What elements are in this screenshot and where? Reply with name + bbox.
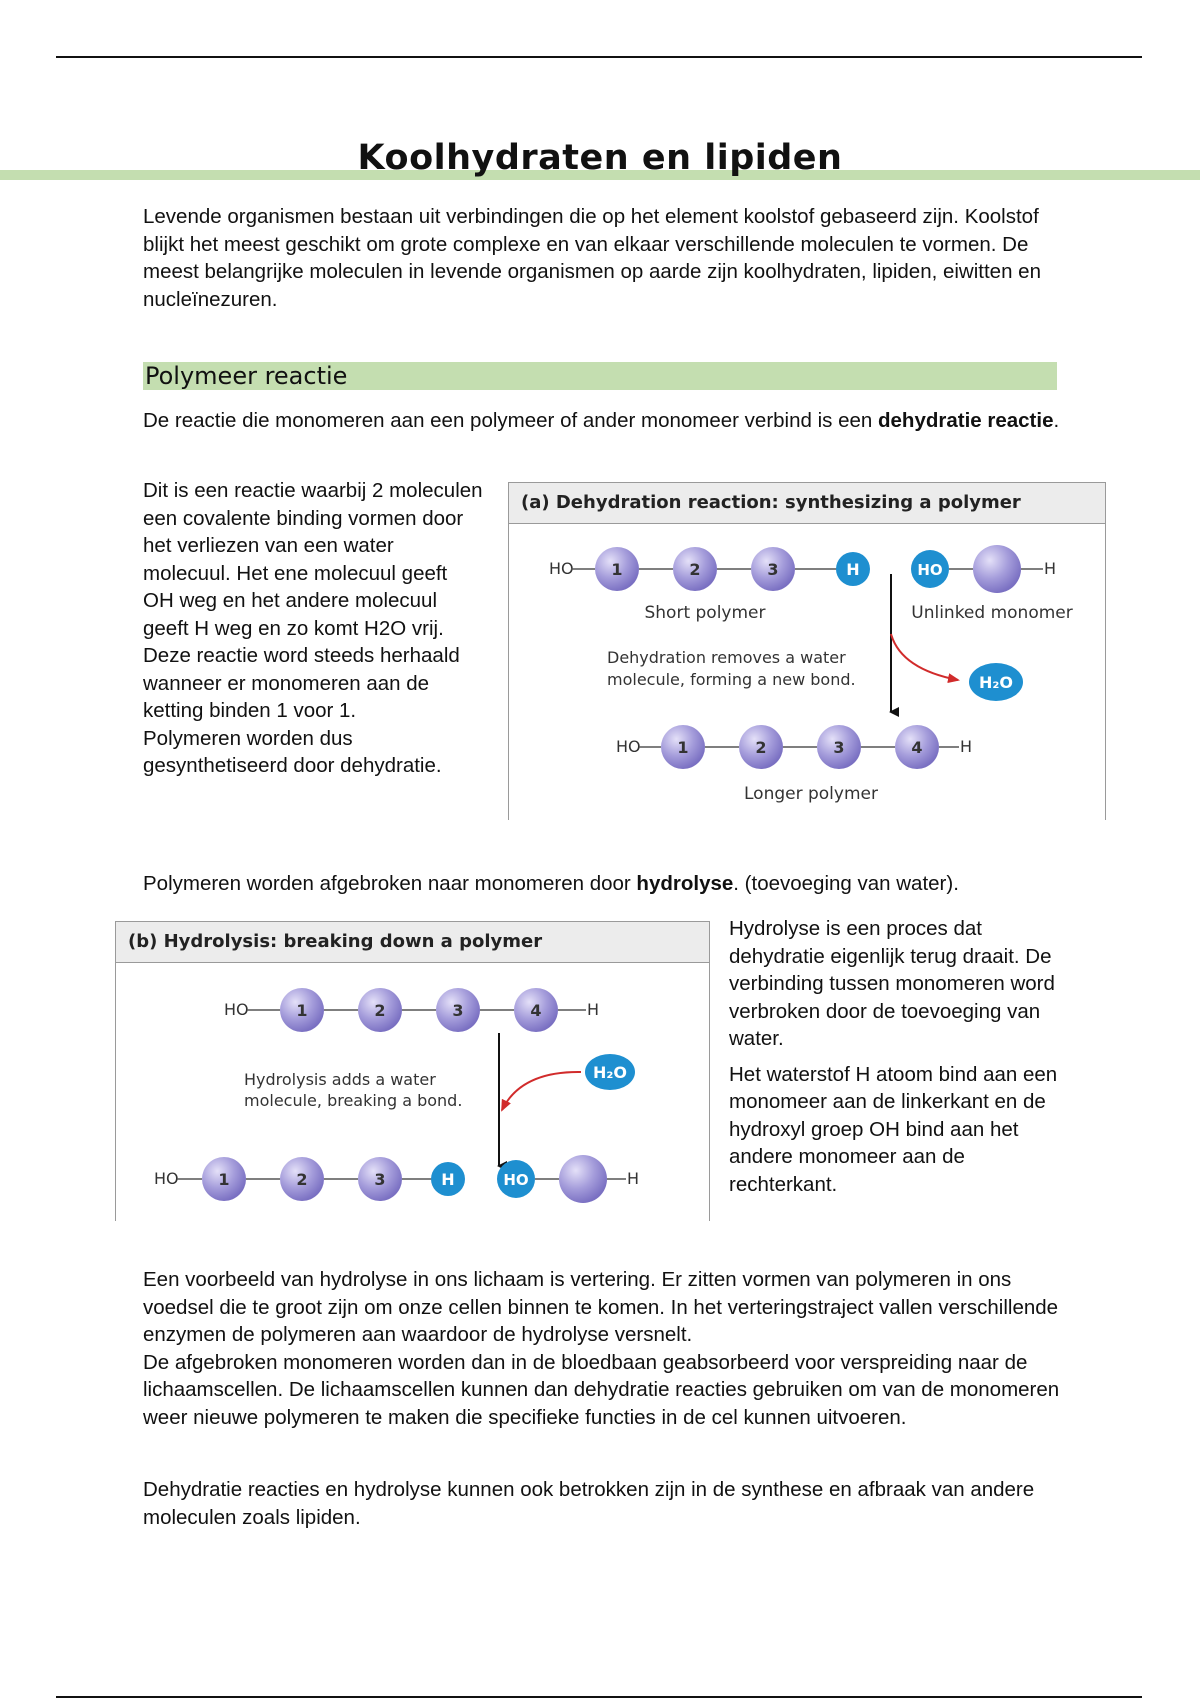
monomer-label: 1 bbox=[611, 560, 623, 579]
monomer-label: 4 bbox=[530, 1001, 542, 1020]
dehydration-sentence-end: . bbox=[1053, 409, 1060, 432]
dehydration-diagram bbox=[509, 524, 1104, 819]
monomer-label: 3 bbox=[833, 738, 845, 757]
hydrolysis-sentence bbox=[143, 870, 1103, 898]
h-label: H bbox=[627, 1169, 640, 1188]
water-release-arrow bbox=[891, 634, 958, 680]
ho-badge-label: HO bbox=[503, 1171, 529, 1189]
hydrolysis-caption-line2: molecule, breaking a bond. bbox=[244, 1091, 463, 1110]
longer-polymer-label: Longer polymer bbox=[744, 784, 878, 804]
hydrolysis-sentence-end: . (toevoeging van water). bbox=[733, 872, 959, 895]
dehydration-sentence-text: De reactie die monomeren aan een polymeer of ander monomeer verbind is een bbox=[143, 409, 878, 432]
dehydration-figure-header: (a) Dehydration reaction: synthesizing a polymer bbox=[509, 483, 1105, 524]
unlinked-monomer bbox=[973, 545, 1021, 593]
ho-label: HO bbox=[616, 737, 641, 756]
section-heading: Polymeer reactie bbox=[143, 362, 1057, 390]
h-badge-label: H bbox=[441, 1170, 455, 1189]
monomer-label: 3 bbox=[452, 1001, 464, 1020]
monomer-label: 2 bbox=[296, 1170, 308, 1189]
intro-paragraph: Levende organismen bestaan uit verbindingen die op het element koolstof gebaseerd zijn. Koolstof blijkt het meest geschikt om grote complexe en van elkaar verschillende moleculen te vormen. De meest belangrijke moleculen in levende organismen op aarde zijn koolhydraten, lipiden, eiwitten en nucleïnezuren. bbox=[143, 205, 1041, 311]
monomer-label: 2 bbox=[755, 738, 767, 757]
h-label: H bbox=[587, 1000, 600, 1019]
dehydration-sentence bbox=[143, 407, 1073, 435]
hydrolysis-explanation-1: Hydrolyse is een proces dat dehydratie eigenlijk terug draait. De verbinding tussen monomeren word verbroken door de toevoeging van water. bbox=[729, 917, 1055, 1050]
monomer-label: 2 bbox=[689, 560, 701, 579]
hydrolysis-explanation-block bbox=[729, 915, 1069, 1198]
hydrolysis-figure-header: (b) Hydrolysis: breaking down a polymer bbox=[116, 922, 709, 963]
dehydration-term: dehydratie reactie bbox=[878, 409, 1054, 432]
monomer-label: 4 bbox=[911, 738, 923, 757]
hydrolysis-diagram bbox=[116, 963, 708, 1221]
dehydration-caption-line1: Dehydration removes a water bbox=[607, 648, 846, 667]
ho-badge-label: HO bbox=[917, 561, 943, 579]
hydrolysis-explanation-2: Het waterstof H atoom bind aan een monomeer aan de linkerkant en de hydroxyl groep OH bind aan het andere monomeer aan de rechterkant. bbox=[729, 1062, 1058, 1196]
ho-label: HO bbox=[549, 559, 574, 578]
ho-label: HO bbox=[154, 1169, 179, 1188]
digestion-block bbox=[143, 1266, 1068, 1431]
hydrolysis-figure bbox=[115, 921, 710, 1221]
dehydration-explanation-block bbox=[143, 477, 483, 780]
closing-paragraph: Dehydratie reacties en hydrolyse kunnen ook betrokken zijn in de synthese en afbraak van andere moleculen zoals lipiden. bbox=[143, 1478, 1035, 1529]
dehydration-caption-line2: molecule, forming a new bond. bbox=[607, 670, 856, 689]
page-title: Koolhydraten en lipiden bbox=[357, 138, 843, 178]
monomer-label: 1 bbox=[677, 738, 689, 757]
hydrolysis-term: hydrolyse bbox=[636, 872, 734, 895]
water-label: H₂O bbox=[979, 673, 1013, 692]
bottom-rule bbox=[56, 1696, 1142, 1698]
h-label: H bbox=[960, 737, 973, 756]
h-badge-label: H bbox=[846, 560, 860, 579]
h-label: H bbox=[1044, 559, 1057, 578]
digestion-paragraph-1: Een voorbeeld van hydrolyse in ons lichaam is vertering. Er zitten vormen van polymeren in ons voedsel die te groot zijn om onze cellen binnen te komen. In het verteringstraject vallen verschillende enzymen de polymeren aan waardoor de hydrolyse versnelt. bbox=[143, 1268, 1059, 1346]
water-add-arrow bbox=[502, 1072, 581, 1110]
dehydration-figure bbox=[508, 482, 1106, 820]
hydrolysis-sentence-text: Polymeren worden afgebroken naar monomeren door bbox=[143, 872, 637, 895]
dehydration-conclusion: Polymeren worden dus gesynthetiseerd door dehydratie. bbox=[143, 726, 442, 777]
top-rule bbox=[56, 56, 1142, 58]
monomer-label: 3 bbox=[767, 560, 779, 579]
unlinked-monomer-label: Unlinked monomer bbox=[911, 603, 1073, 623]
hydrolysis-caption-line1: Hydrolysis adds a water bbox=[244, 1070, 436, 1089]
digestion-paragraph-2: De afgebroken monomeren worden dan in de bloedbaan geabsorbeerd voor verspreiding naar de lichaamscellen. De lichaamscellen kunnen dan dehydratie reacties gebruiken om van de monomeren weer nieuwe polymeren te maken die specifieke functies in de cel kunnen uitvoeren. bbox=[143, 1350, 1060, 1429]
dehydration-explanation: Dit is een reactie waarbij 2 moleculen een covalente binding vormen door het verliezen van een water molecuul. Het ene molecuul geeft OH weg en het andere molecuul geeft H weg en zo komt H2O vrij. Deze reactie word steeds herhaald wanneer er monomeren aan de ketting binden 1 voor 1. bbox=[143, 479, 483, 722]
monomer-label: 3 bbox=[374, 1170, 386, 1189]
monomer-label: 2 bbox=[374, 1001, 386, 1020]
ho-label: HO bbox=[224, 1000, 249, 1019]
monomer-label: 1 bbox=[296, 1001, 308, 1020]
monomer-label: 1 bbox=[218, 1170, 230, 1189]
water-label: H₂O bbox=[593, 1063, 627, 1082]
short-polymer-label: Short polymer bbox=[644, 603, 766, 623]
unlinked-monomer bbox=[559, 1155, 607, 1203]
